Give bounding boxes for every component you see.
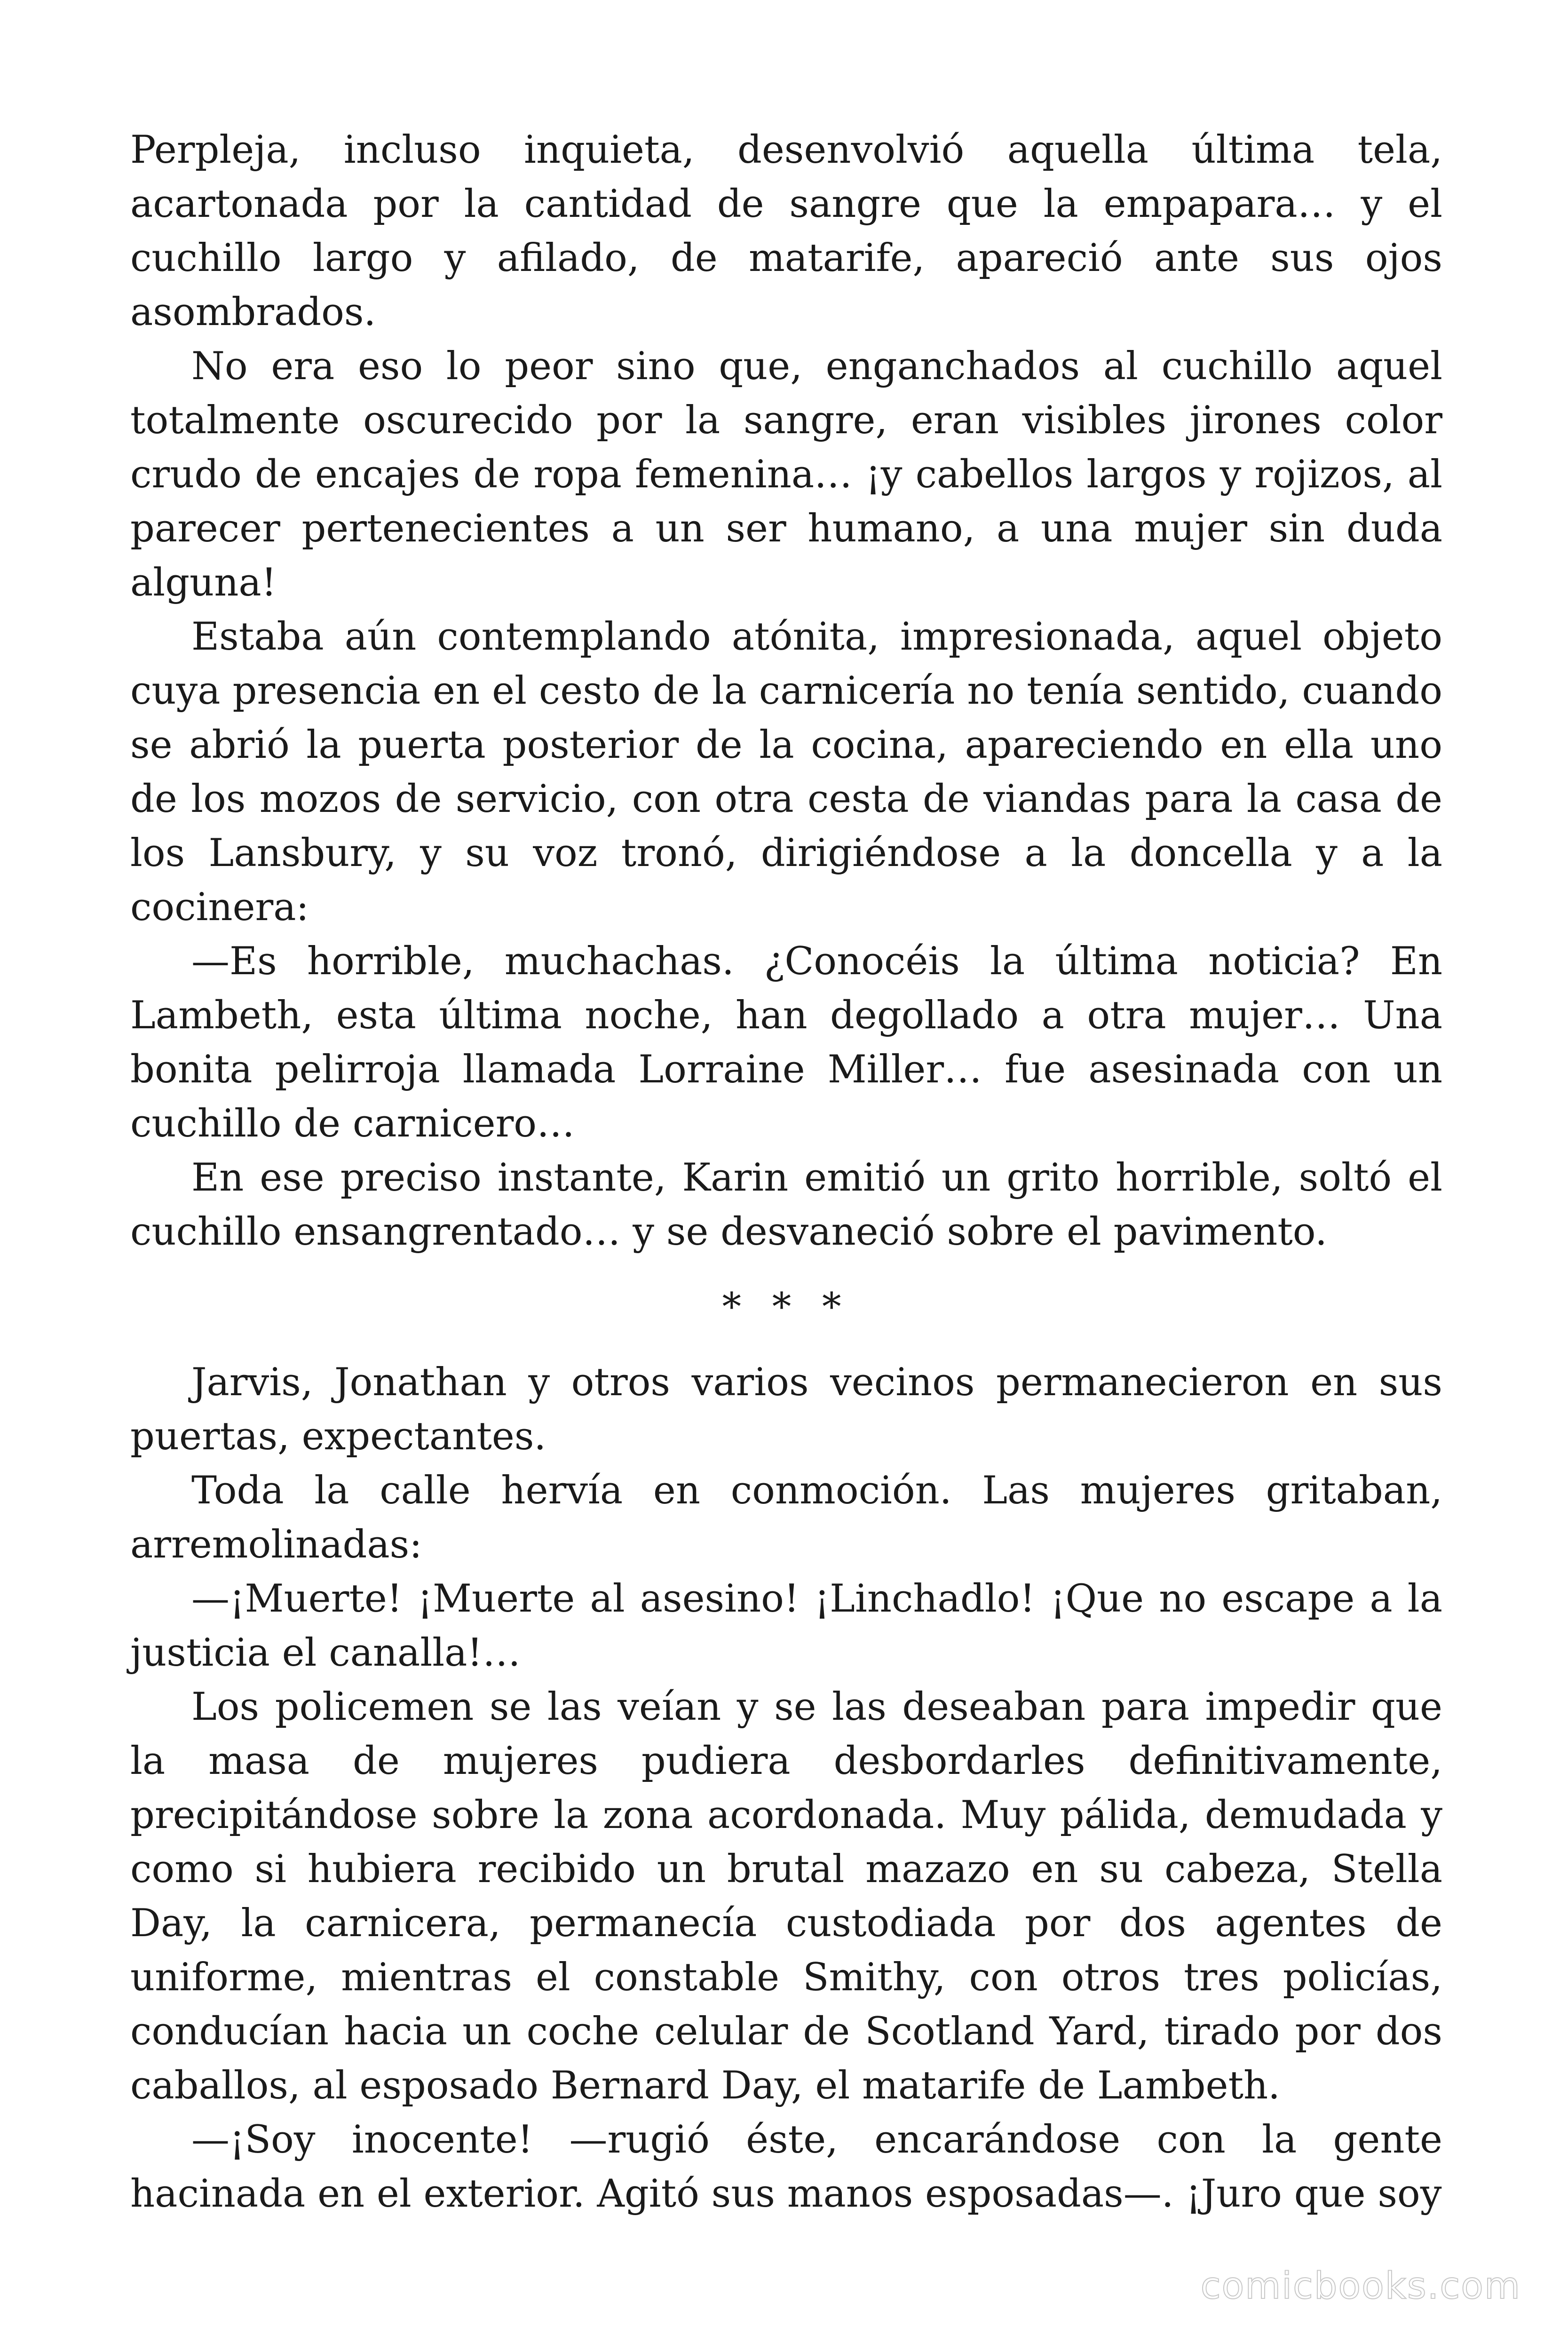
paragraph: Los policemen se las veían y se las deseaban para impedir que la masa de mujeres pudiera desbordarles definitivamente, precipitándose sobre la zona acordonada. Muy pálida, demudada y como si hubiera recibido un brutal mazazo en su cabeza, Stella Day, la carnicera, permanecía custodiada por dos agentes de uniforme, mientras el constable Smithy, con otros tres policías, conducían hacia un coche celular de Scotland Yard, tirado por dos caballos, al esposado Bernard Day, el matarife de Lambeth.	[130, 1685, 1442, 2108]
page-text	[130, 123, 1442, 2221]
paragraph: —Es horrible, muchachas. ¿Conocéis la última noticia? En Lambeth, esta última noche, han degollado a otra mujer… Una bonita pelirroja llamada Lorraine Miller… fue asesinada con un cuchillo de carnicero…	[130, 939, 1442, 1146]
paragraph: —¡Muerte! ¡Muerte al asesino! ¡Linchadlo! ¡Que no escape a la justicia el canalla!…	[130, 1577, 1442, 1675]
paragraph: —¡Soy inocente! —rugió éste, encarándose con la gente hacinada en el exterior. Agitó sus manos esposadas—. ¡Juro que soy	[130, 2118, 1442, 2216]
scene-separator: * * *	[722, 1285, 851, 1329]
paragraph: En ese preciso instante, Karin emitió un grito horrible, soltó el cuchillo ensangrentado… y se desvaneció sobre el pavimento.	[130, 1156, 1442, 1254]
watermark: comicbooks.com	[1200, 2265, 1521, 2307]
paragraph: No era eso lo peor sino que, enganchados al cuchillo aquel totalmente oscurecido por la sangre, eran visibles jirones color crudo de encajes de ropa femenina… ¡y cabellos largos y rojizos, al parecer pertenecientes a un ser humano, a una mujer sin duda alguna!	[130, 344, 1442, 605]
paragraph: Toda la calle hervía en conmoción. Las mujeres gritaban, arremolinadas:	[130, 1469, 1442, 1567]
paragraph: Perpleja, incluso inquieta, desenvolvió aquella última tela, acartonada por la cantidad de sangre que la empapara… y el cuchillo largo y afilado, de matarife, apareció ante sus ojos asombrados.	[130, 128, 1442, 334]
paragraph: Estaba aún contemplando atónita, impresionada, aquel objeto cuya presencia en el cesto de la carnicería no tenía sentido, cuando se abrió la puerta posterior de la cocina, apareciendo en ella uno de los mozos de servicio, con otra cesta de viandas para la casa de los Lansbury, y su voz tronó, dirigiéndose a la doncella y a la cocinera:	[130, 615, 1442, 930]
paragraph: Jarvis, Jonathan y otros varios vecinos permanecieron en sus puertas, expectantes.	[130, 1360, 1442, 1459]
